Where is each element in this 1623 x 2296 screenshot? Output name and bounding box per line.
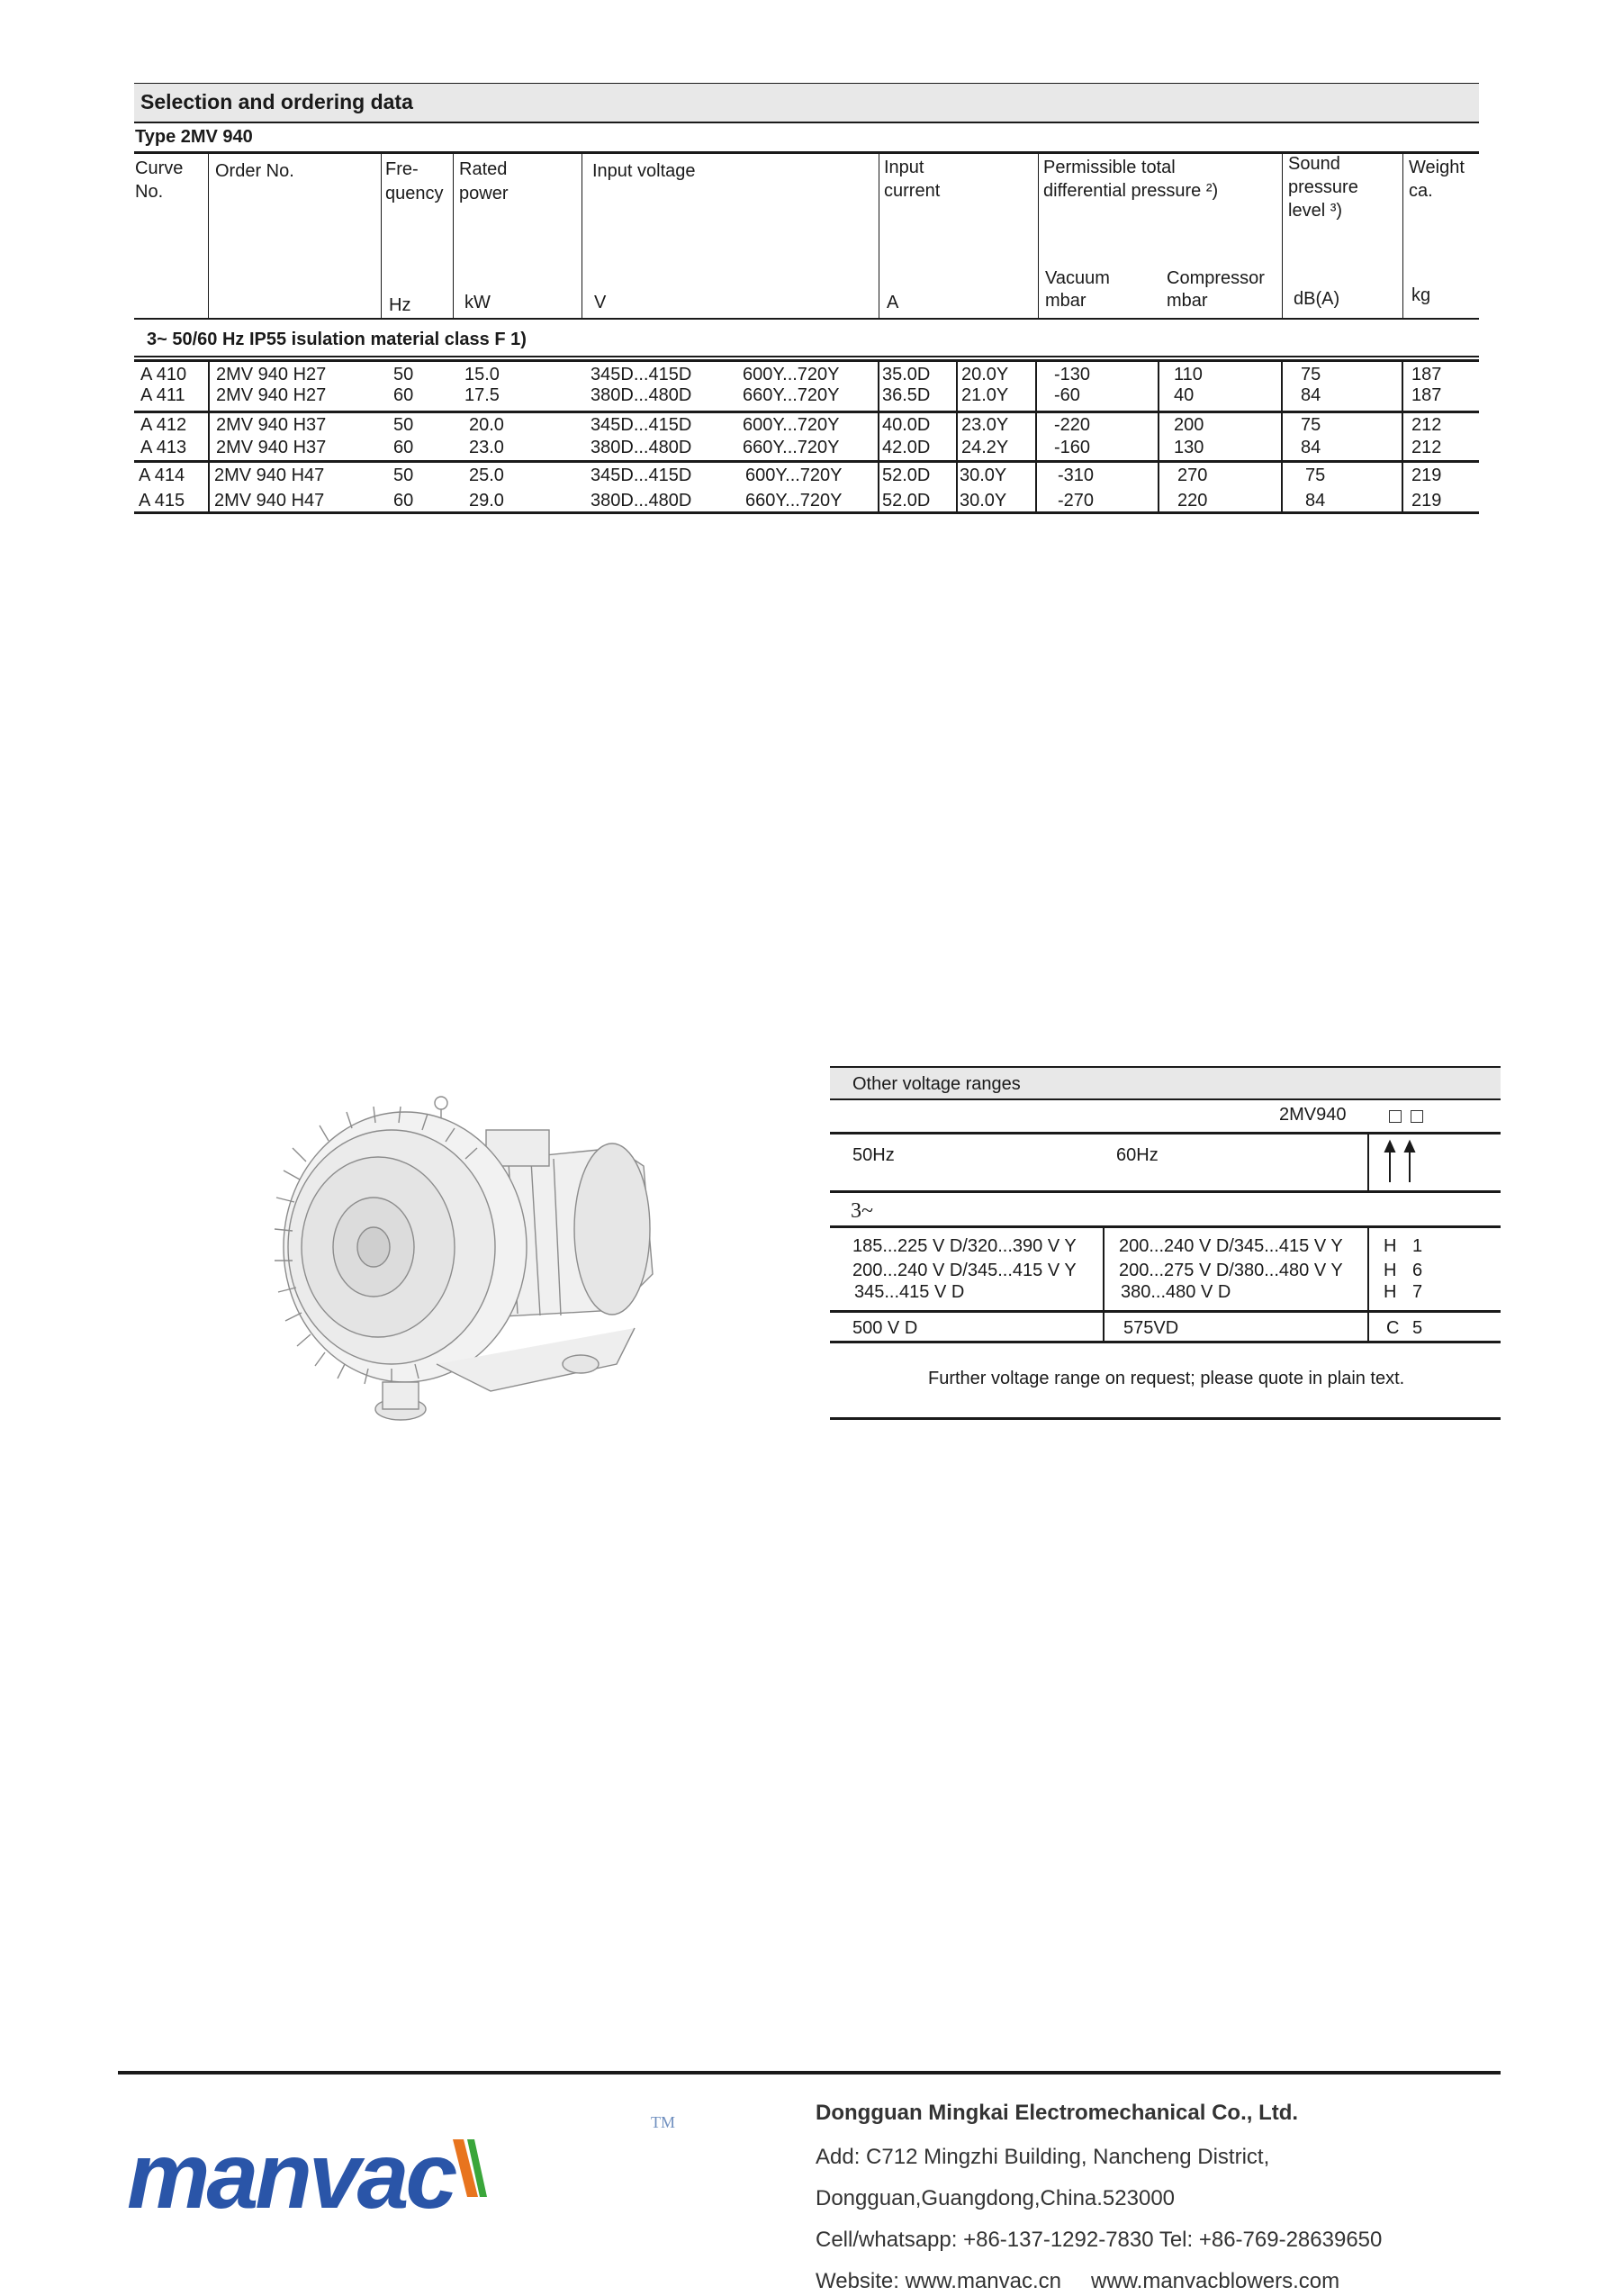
website-link-2[interactable]: www.manvacblowers.com [1091,2269,1340,2293]
cell-vd: 380D...480D [591,491,692,511]
v60-value: 200...240 V D/345...415 V Y [1119,1236,1343,1256]
cell-comp: 40 [1174,385,1195,405]
header-sound-3: level ³) [1288,201,1343,221]
cell-vy: 660Y...720Y [743,438,840,457]
header-sound-2: pressure [1288,177,1358,197]
voltage-note: Further voltage range on request; please quote in plain text. [928,1369,1405,1388]
header-power-1: Rated [459,159,508,179]
cell-kw: 29.0 [469,491,504,511]
cell-ay: 23.0Y [961,415,1009,435]
cell-kg: 219 [1411,466,1442,485]
cell-hz: 50 [393,466,414,485]
address-line-2: Dongguan,Guangdong,China.523000 [816,2186,1176,2210]
unit-kw: kW [464,293,491,312]
cell-curve: A 411 [140,385,185,405]
cell-ad: 35.0D [882,365,931,384]
cell-curve: A 413 [140,438,187,457]
cell-hz: 60 [393,385,414,405]
cell-db: 75 [1305,466,1326,485]
unit-hz: Hz [389,295,411,315]
manvac-logo [122,2107,698,2224]
cell-ad: 42.0D [882,438,931,457]
header-vacuum-2: mbar [1045,291,1087,311]
v50-value: 200...240 V D/345...415 V Y [852,1261,1077,1280]
code-number: 7 [1412,1282,1423,1302]
arrow-up-icons [1382,1139,1418,1184]
model-label: 2MV940 [1279,1105,1347,1125]
code-letter: C [1386,1318,1400,1338]
cell-vd: 380D...480D [591,438,692,457]
header-weight-1: Weight [1409,158,1465,177]
cell-kg: 187 [1411,365,1442,384]
section-label: 3~ 50/60 Hz IP55 isulation material class F 1) [147,330,527,349]
cell-vy: 660Y...720Y [745,491,843,511]
unit-a: A [887,293,899,312]
header-power-2: power [459,184,509,203]
cell-kw: 15.0 [464,365,500,384]
v60-value: 380...480 V D [1121,1282,1231,1302]
cell-comp: 200 [1174,415,1204,435]
code-number: 5 [1412,1318,1423,1338]
header-pressure-2: differential pressure ²) [1043,181,1219,201]
cell-ad: 36.5D [882,385,931,405]
type-label: Type 2MV 940 [135,127,253,147]
cell-comp: 110 [1174,365,1203,384]
cell-hz: 60 [393,491,414,511]
code-letter: H [1384,1261,1397,1280]
header-freq-1: Fre- [385,159,419,179]
cell-db: 84 [1301,438,1321,457]
cell-db: 75 [1301,365,1321,384]
cell-ad: 52.0D [882,466,931,485]
header-freq-2: quency [385,184,444,203]
cell-comp: 130 [1174,438,1204,457]
cell-vy: 600Y...720Y [743,365,840,384]
cell-ay: 24.2Y [961,438,1009,457]
cell-curve: A 415 [139,491,185,511]
cell-curve: A 414 [139,466,185,485]
cell-vac: -160 [1054,438,1091,457]
cell-order: 2MV 940 H47 [214,466,325,485]
address-line-1: Add: C712 Mingzhi Building, Nancheng District, [816,2145,1270,2169]
cell-comp: 220 [1177,491,1208,511]
v50-value: 500 V D [852,1318,918,1338]
cell-ay: 30.0Y [960,491,1007,511]
col-50hz: 50Hz [852,1145,895,1165]
cell-ad: 52.0D [882,491,931,511]
website-link[interactable]: Website: www.manvac.cn [816,2269,1061,2293]
cell-vac: -60 [1054,385,1080,405]
header-voltage: Input voltage [592,161,696,181]
header-pressure-1: Permissible total [1043,158,1176,177]
code-letter: H [1384,1282,1397,1302]
code-letter: H [1384,1236,1397,1256]
cell-db: 84 [1301,385,1321,405]
cell-vac: -310 [1058,466,1095,485]
unit-v: V [594,293,607,312]
logo-text: manvac [127,2124,455,2224]
header-current-1: Input [884,158,924,177]
header-weight-2: ca. [1409,181,1433,201]
cell-db: 84 [1305,491,1326,511]
trademark: TM [651,2113,675,2131]
cell-vac: -220 [1054,415,1091,435]
unit-dba: dB(A) [1294,289,1340,309]
blower-illustration [257,1094,671,1436]
cell-comp: 270 [1177,466,1208,485]
header-curve-1: Curve [135,158,184,178]
header-current-2: current [884,181,941,201]
cell-vac: -130 [1054,365,1091,384]
blower-image [257,1094,671,1436]
v60-value: 575VD [1123,1318,1179,1338]
code-number: 6 [1412,1261,1423,1280]
header-curve-2: No. [135,182,164,202]
cell-kw: 17.5 [464,385,500,405]
code-box-icon [1389,1110,1402,1123]
cell-ay: 30.0Y [960,466,1007,485]
code-box-icon [1411,1110,1423,1123]
code-boxes [1389,1108,1432,1125]
cell-hz: 60 [393,438,414,457]
header-vacuum-1: Vacuum [1045,268,1110,288]
cell-ay: 21.0Y [961,385,1009,405]
cell-curve: A 410 [140,365,187,384]
v50-value: 185...225 V D/320...390 V Y [852,1236,1077,1256]
cell-ad: 40.0D [882,415,931,435]
cell-ay: 20.0Y [961,365,1009,384]
cell-hz: 50 [393,365,414,384]
cell-vd: 345D...415D [591,415,692,435]
cell-kw: 23.0 [469,438,504,457]
cell-hz: 50 [393,415,414,435]
header-sound-1: Sound [1288,154,1340,174]
cell-vd: 345D...415D [591,365,692,384]
voltage-ranges-title: Other voltage ranges [852,1074,1021,1094]
cell-vd: 380D...480D [591,385,692,405]
header-compressor-2: mbar [1167,291,1208,311]
cell-order: 2MV 940 H37 [216,438,327,457]
cell-order: 2MV 940 H37 [216,415,327,435]
cell-vy: 600Y...720Y [745,466,843,485]
code-number: 1 [1412,1236,1423,1256]
header-compressor-1: Compressor [1167,268,1265,288]
v50-value: 345...415 V D [854,1282,965,1302]
cell-kg: 212 [1411,438,1442,457]
logo-stripes [453,2139,487,2197]
cell-order: 2MV 940 H27 [216,385,327,405]
phone-line: Cell/whatsapp: +86-137-1292-7830 Tel: +86-769-28639650 [816,2228,1383,2252]
cell-db: 75 [1301,415,1321,435]
unit-kg: kg [1411,285,1431,305]
cell-kg: 212 [1411,415,1442,435]
company-name: Dongguan Mingkai Electromechanical Co., Ltd. [816,2101,1299,2125]
phase-label: 3~ [851,1199,873,1223]
cell-vd: 345D...415D [591,466,692,485]
cell-vy: 660Y...720Y [743,385,840,405]
cell-kg: 187 [1411,385,1442,405]
cell-kw: 20.0 [469,415,504,435]
cell-order: 2MV 940 H47 [214,491,325,511]
cell-curve: A 412 [140,415,187,435]
cell-order: 2MV 940 H27 [216,365,327,384]
col-60hz: 60Hz [1116,1145,1159,1165]
header-order: Order No. [215,161,294,181]
cell-vac: -270 [1058,491,1095,511]
v60-value: 200...275 V D/380...480 V Y [1119,1261,1343,1280]
cell-kg: 219 [1411,491,1442,511]
cell-kw: 25.0 [469,466,504,485]
cell-vy: 600Y...720Y [743,415,840,435]
selection-title: Selection and ordering data [140,90,413,113]
